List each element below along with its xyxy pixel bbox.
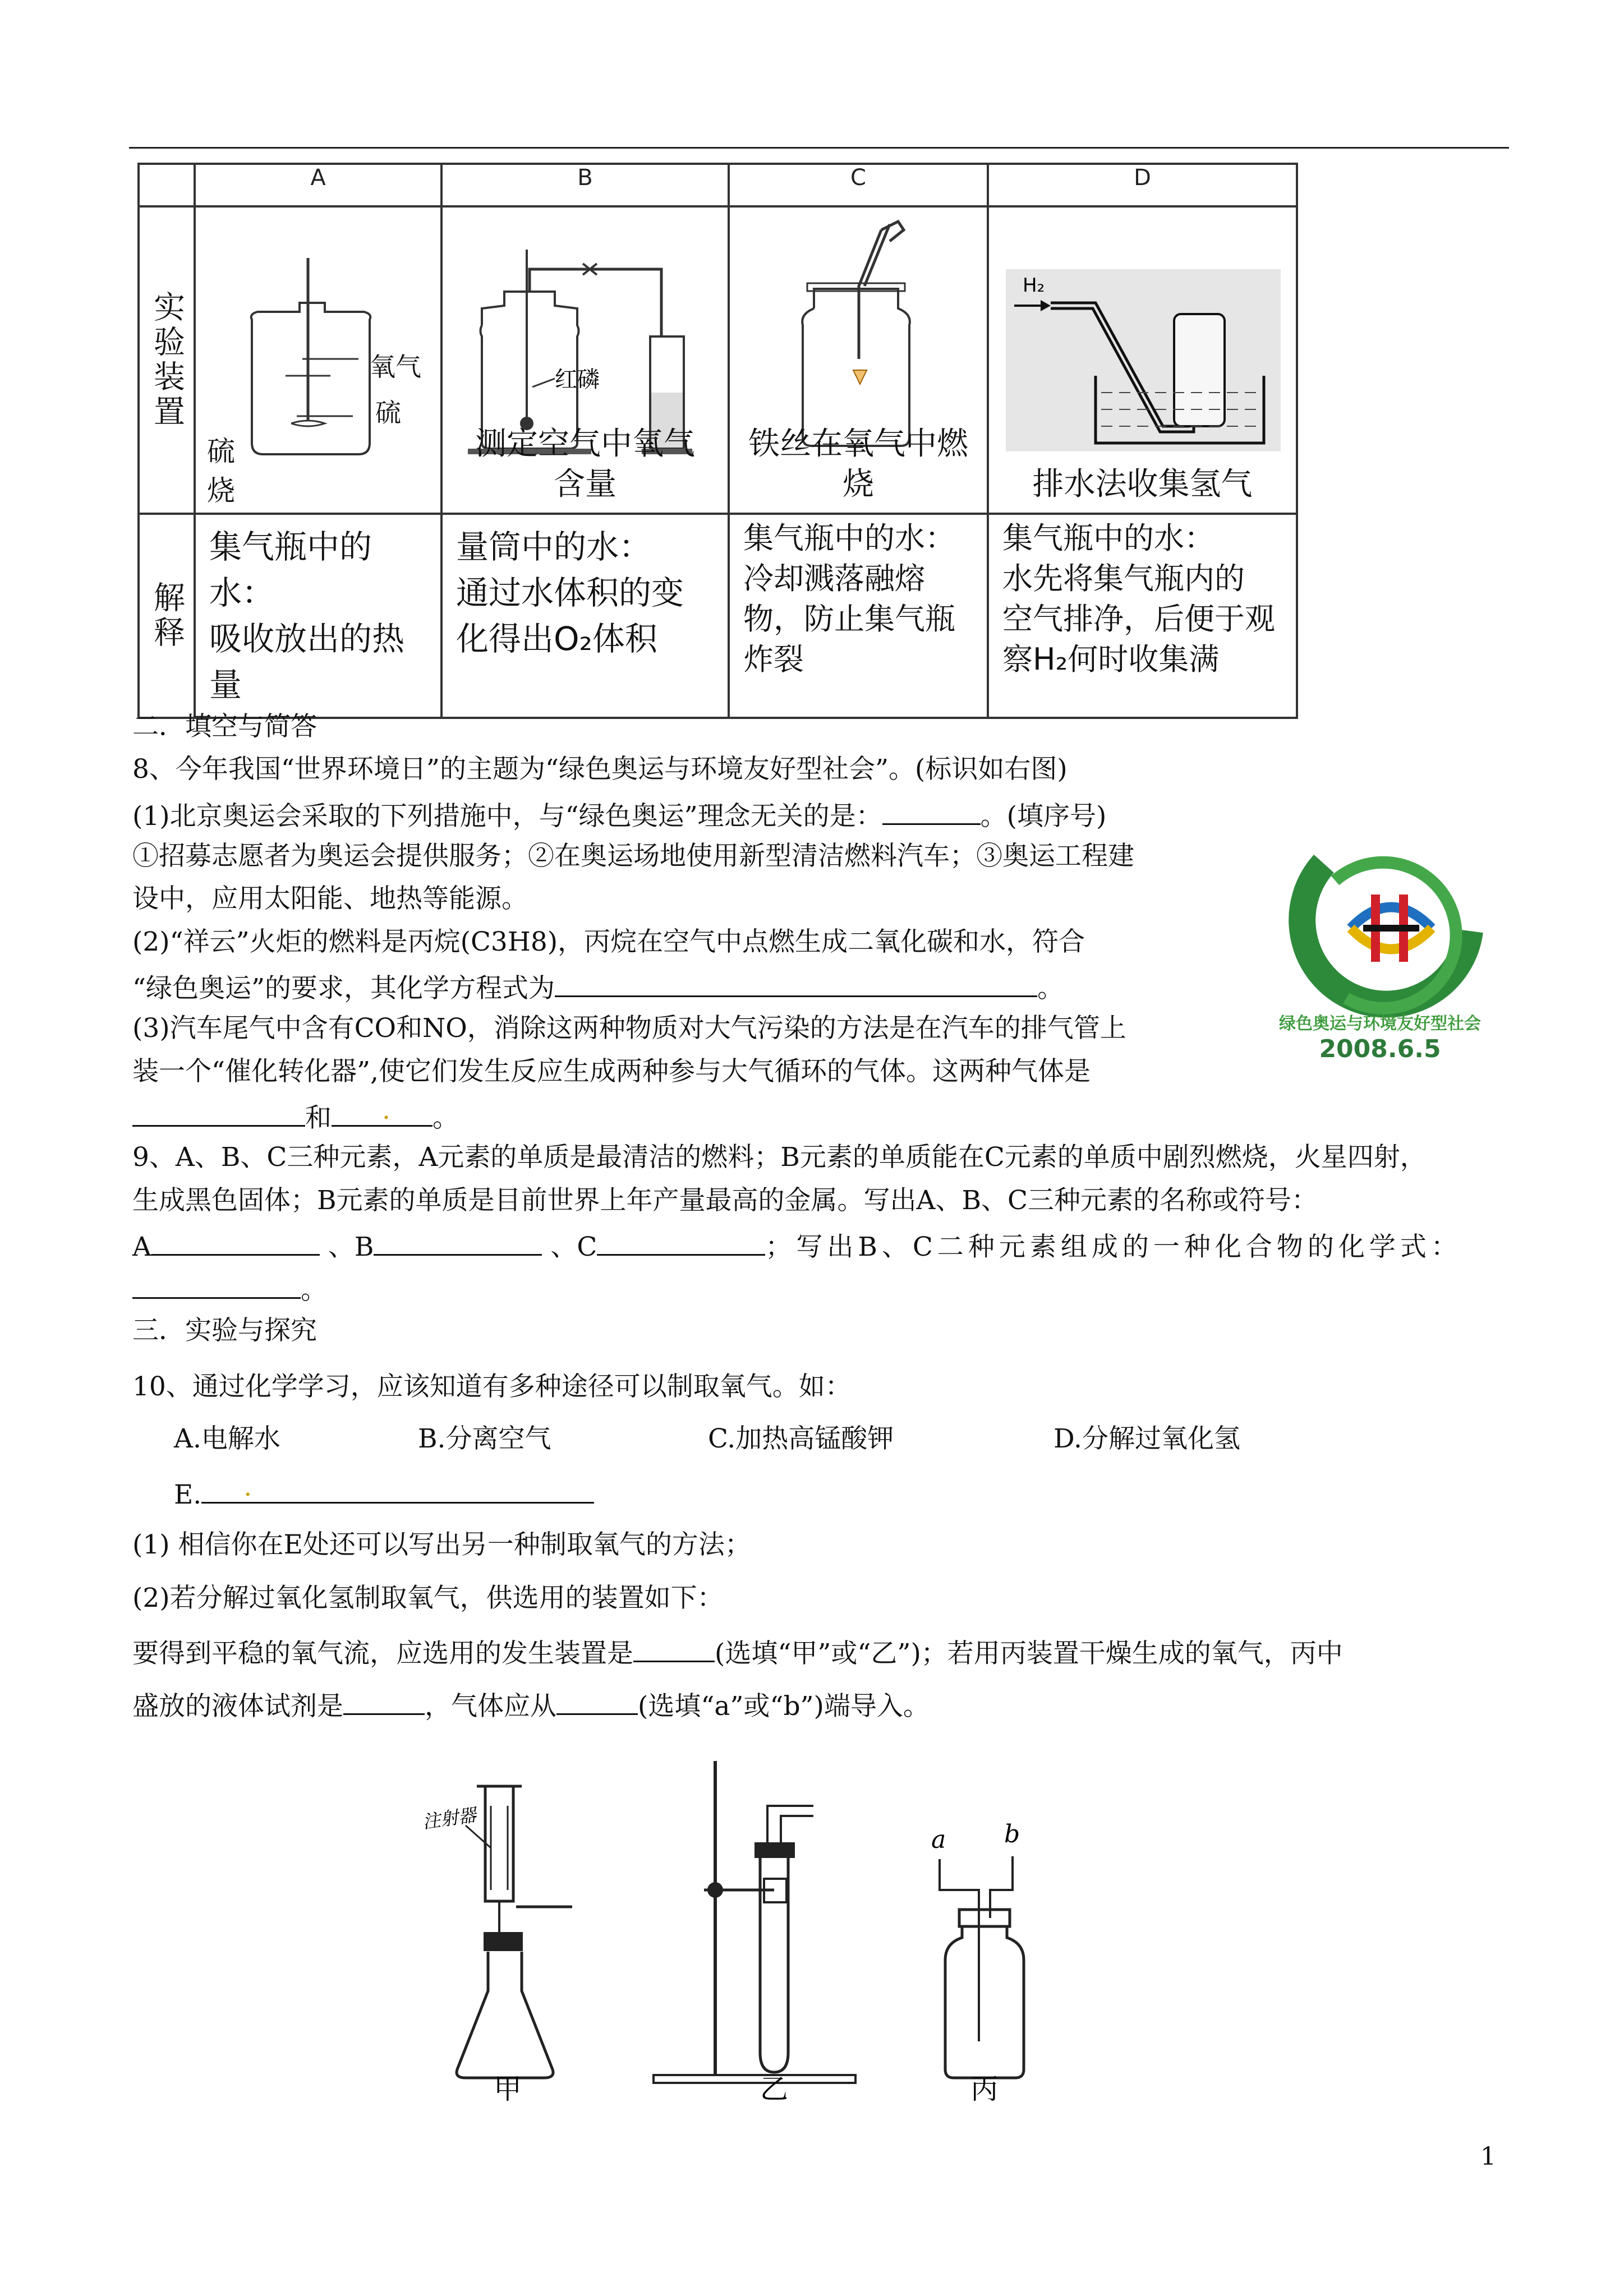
q9-blank-b[interactable] bbox=[374, 1227, 542, 1256]
label-bing: 丙 bbox=[970, 2073, 999, 2103]
page-number: 1 bbox=[1480, 2142, 1496, 2171]
q8-part2-end: 。 bbox=[1037, 973, 1064, 1004]
top-rule bbox=[129, 147, 1509, 149]
q9-line3 bbox=[132, 1227, 1501, 1264]
q10-reagent-blank[interactable] bbox=[343, 1686, 425, 1715]
label-port-a: a bbox=[931, 1825, 946, 1854]
green-olympics-logo bbox=[1257, 830, 1503, 1077]
q8-part1-text: (1)北京奥运会采取的下列措施中，与“绿色奥运”理念无关的是： bbox=[132, 801, 882, 832]
q10-option-e-blank[interactable] bbox=[201, 1472, 594, 1504]
apparatus-jia bbox=[421, 1786, 572, 2103]
q10-part2: (2)若分解过氧化氢制取氧气，供选用的装置如下： bbox=[132, 1583, 724, 1613]
label-oxygen: 氧气 bbox=[370, 352, 421, 382]
q8-and: 和 bbox=[305, 1103, 332, 1133]
q10-option-c: C.加热高锰酸钾 bbox=[708, 1423, 894, 1454]
q9-line2: 生成黑色固体；B元素的单质是目前世界上年产量最高的金属。写出A、B、C三种元素的名称或符号： bbox=[132, 1185, 1318, 1216]
q8-part3-line3 bbox=[132, 1095, 1501, 1135]
q8-part3-line1: (3)汽车尾气中含有CO和NO，消除这两种物质对大气污染的方法是在汽车的排气管上 bbox=[132, 1013, 1126, 1044]
q10-generator-blank[interactable] bbox=[633, 1634, 715, 1662]
q10-option-e bbox=[174, 1472, 1543, 1512]
apparatus-yi bbox=[654, 1761, 855, 2103]
q10-part1: (1) 相信你在E处还可以写出另一种制取氧气的方法； bbox=[132, 1529, 751, 1560]
caption-c: 铁丝在氧气中燃 烧 bbox=[748, 426, 968, 502]
explanation-c: 集气瓶中的水： 冷却溅落融熔 物，防止集气瓶 炸裂 bbox=[743, 520, 955, 677]
logo-text: 绿色奥运与环境友好型社会 bbox=[1279, 1014, 1481, 1034]
q8-options-line2: 设中，应用太阳能、地热等能源。 bbox=[132, 883, 528, 914]
caption-d: 排水法收集氢气 bbox=[1032, 466, 1253, 502]
q8-stem: 8、今年我国“世界环境日”的主题为“绿色奥运与环境友好型社会”。(标识如右图) bbox=[132, 754, 1068, 785]
q8-equation-blank[interactable] bbox=[555, 969, 1037, 997]
q10-part4-mid: ，气体应从 bbox=[425, 1691, 556, 1722]
section-3-title: 三．实验与探究 bbox=[132, 1315, 317, 1346]
q8-part1 bbox=[132, 796, 1501, 833]
q10-part4 bbox=[132, 1686, 1501, 1723]
header-corner bbox=[139, 164, 195, 206]
cell-d-apparatus bbox=[988, 206, 1297, 514]
label-jia: 甲 bbox=[494, 2073, 522, 2103]
q9-line1: 9、A、B、C三种元素，A元素的单质是最清洁的燃料；B元素的单质能在C元素的单质中剧烈燃烧，火星四射， bbox=[132, 1142, 1427, 1173]
q9-label-b: 、B bbox=[328, 1232, 374, 1262]
header-d: D bbox=[988, 164, 1297, 206]
q9-tail: ；写出B、C二种元素组成的一种化合物的化学式： bbox=[765, 1232, 1462, 1262]
cell-b-apparatus bbox=[441, 206, 729, 514]
q8-part3-line2: 装一个“催化转化器”,使它们发生反应生成两种参与大气循环的气体。这两种气体是 bbox=[132, 1056, 1091, 1087]
q10-option-d: D.分解过氧化氢 bbox=[1053, 1423, 1240, 1454]
apparatus-bing bbox=[931, 1820, 1024, 2103]
q10-part3-end: (选填“甲”或“乙”)；若用丙装置干燥生成的氧气，丙中 bbox=[715, 1638, 1343, 1669]
yellow-mark-2: . bbox=[243, 1472, 252, 1502]
explanation-a: 集气瓶中的水： 吸收放出的热 量 bbox=[209, 528, 405, 704]
q8-part2-text: “绿色奥运”的要求，其化学方程式为 bbox=[132, 973, 555, 1004]
q8-part2-line1: (2)“祥云”火炬的燃料是丙烷(C3H8)，丙烷在空气中点燃生成二氧化碳和水，符合 bbox=[132, 926, 1085, 957]
logo-date: 2008.6.5 bbox=[1319, 1035, 1441, 1063]
q10-option-a: A.电解水 bbox=[174, 1423, 280, 1454]
q8-part3-end: 。 bbox=[433, 1103, 459, 1133]
yellow-mark: . bbox=[382, 1095, 390, 1126]
q9-blank-c[interactable] bbox=[597, 1227, 765, 1256]
q10-stem: 10、通过化学学习，应该知道有多种途径可以制取氧气。如： bbox=[132, 1371, 852, 1402]
q8-gas2-blank[interactable] bbox=[332, 1095, 433, 1127]
q10-option-b: B.分离空气 bbox=[418, 1423, 551, 1454]
label-port-b: b bbox=[1004, 1820, 1020, 1848]
q9-end: 。 bbox=[301, 1275, 327, 1306]
q8-gas1-blank[interactable] bbox=[132, 1098, 305, 1127]
q10-part3 bbox=[132, 1634, 1501, 1671]
q10-part3-text: 要得到平稳的氧气流，应选用的发生装置是 bbox=[132, 1638, 633, 1669]
section-2-title: 二．填空与简答 bbox=[132, 711, 317, 742]
q10-option-e-label: E. bbox=[174, 1479, 202, 1510]
explanation-b: 量筒中的水： 通过水体积的变 化得出O₂体积 bbox=[456, 528, 684, 658]
q9-label-c: 、C bbox=[550, 1232, 597, 1262]
apparatus-diagrams bbox=[393, 1750, 1206, 2103]
q9-compound-blank[interactable] bbox=[132, 1270, 301, 1299]
q9-blank-a[interactable] bbox=[151, 1227, 320, 1256]
label-hydrogen: H₂ bbox=[1023, 274, 1045, 297]
caption-b: 测定空气中氧气 含量 bbox=[475, 426, 695, 502]
label-sulfur: 硫 bbox=[375, 398, 401, 428]
explanation-d: 集气瓶中的水： 水先将集气瓶内的 空气排净，后便于观 察H₂何时收集满 bbox=[1002, 520, 1275, 677]
label-red-phosphorus: 红磷 bbox=[555, 367, 600, 393]
row-label-explanation: 解释 bbox=[149, 581, 185, 651]
header-a: A bbox=[195, 164, 441, 206]
q8-part1-end: 。(填序号) bbox=[980, 801, 1107, 832]
header-c: C bbox=[729, 164, 988, 206]
label-syringe: 注射器 bbox=[421, 1804, 478, 1833]
q10-part4-text: 盛放的液体试剂是 bbox=[132, 1691, 343, 1722]
caption-a: 硫 烧 bbox=[207, 435, 235, 507]
experiment-table bbox=[137, 163, 1298, 719]
q9-label-a: A bbox=[132, 1232, 151, 1262]
row-label-apparatus: 实验装置 bbox=[149, 291, 185, 430]
q10-port-blank[interactable] bbox=[556, 1686, 638, 1715]
q8-part1-blank[interactable] bbox=[882, 796, 981, 825]
cell-c-apparatus bbox=[729, 206, 988, 514]
q9-line4 bbox=[132, 1270, 1501, 1307]
q10-part4-end: (选填“a”或“b”)端导入。 bbox=[638, 1691, 930, 1722]
cell-a-apparatus bbox=[195, 206, 441, 514]
q8-options-line1: ①招募志愿者为奥运会提供服务；②在奥运场地使用新型清洁燃料汽车；③奥运工程建 bbox=[132, 841, 1134, 872]
label-yi: 乙 bbox=[760, 2073, 788, 2103]
header-b: B bbox=[441, 164, 729, 206]
